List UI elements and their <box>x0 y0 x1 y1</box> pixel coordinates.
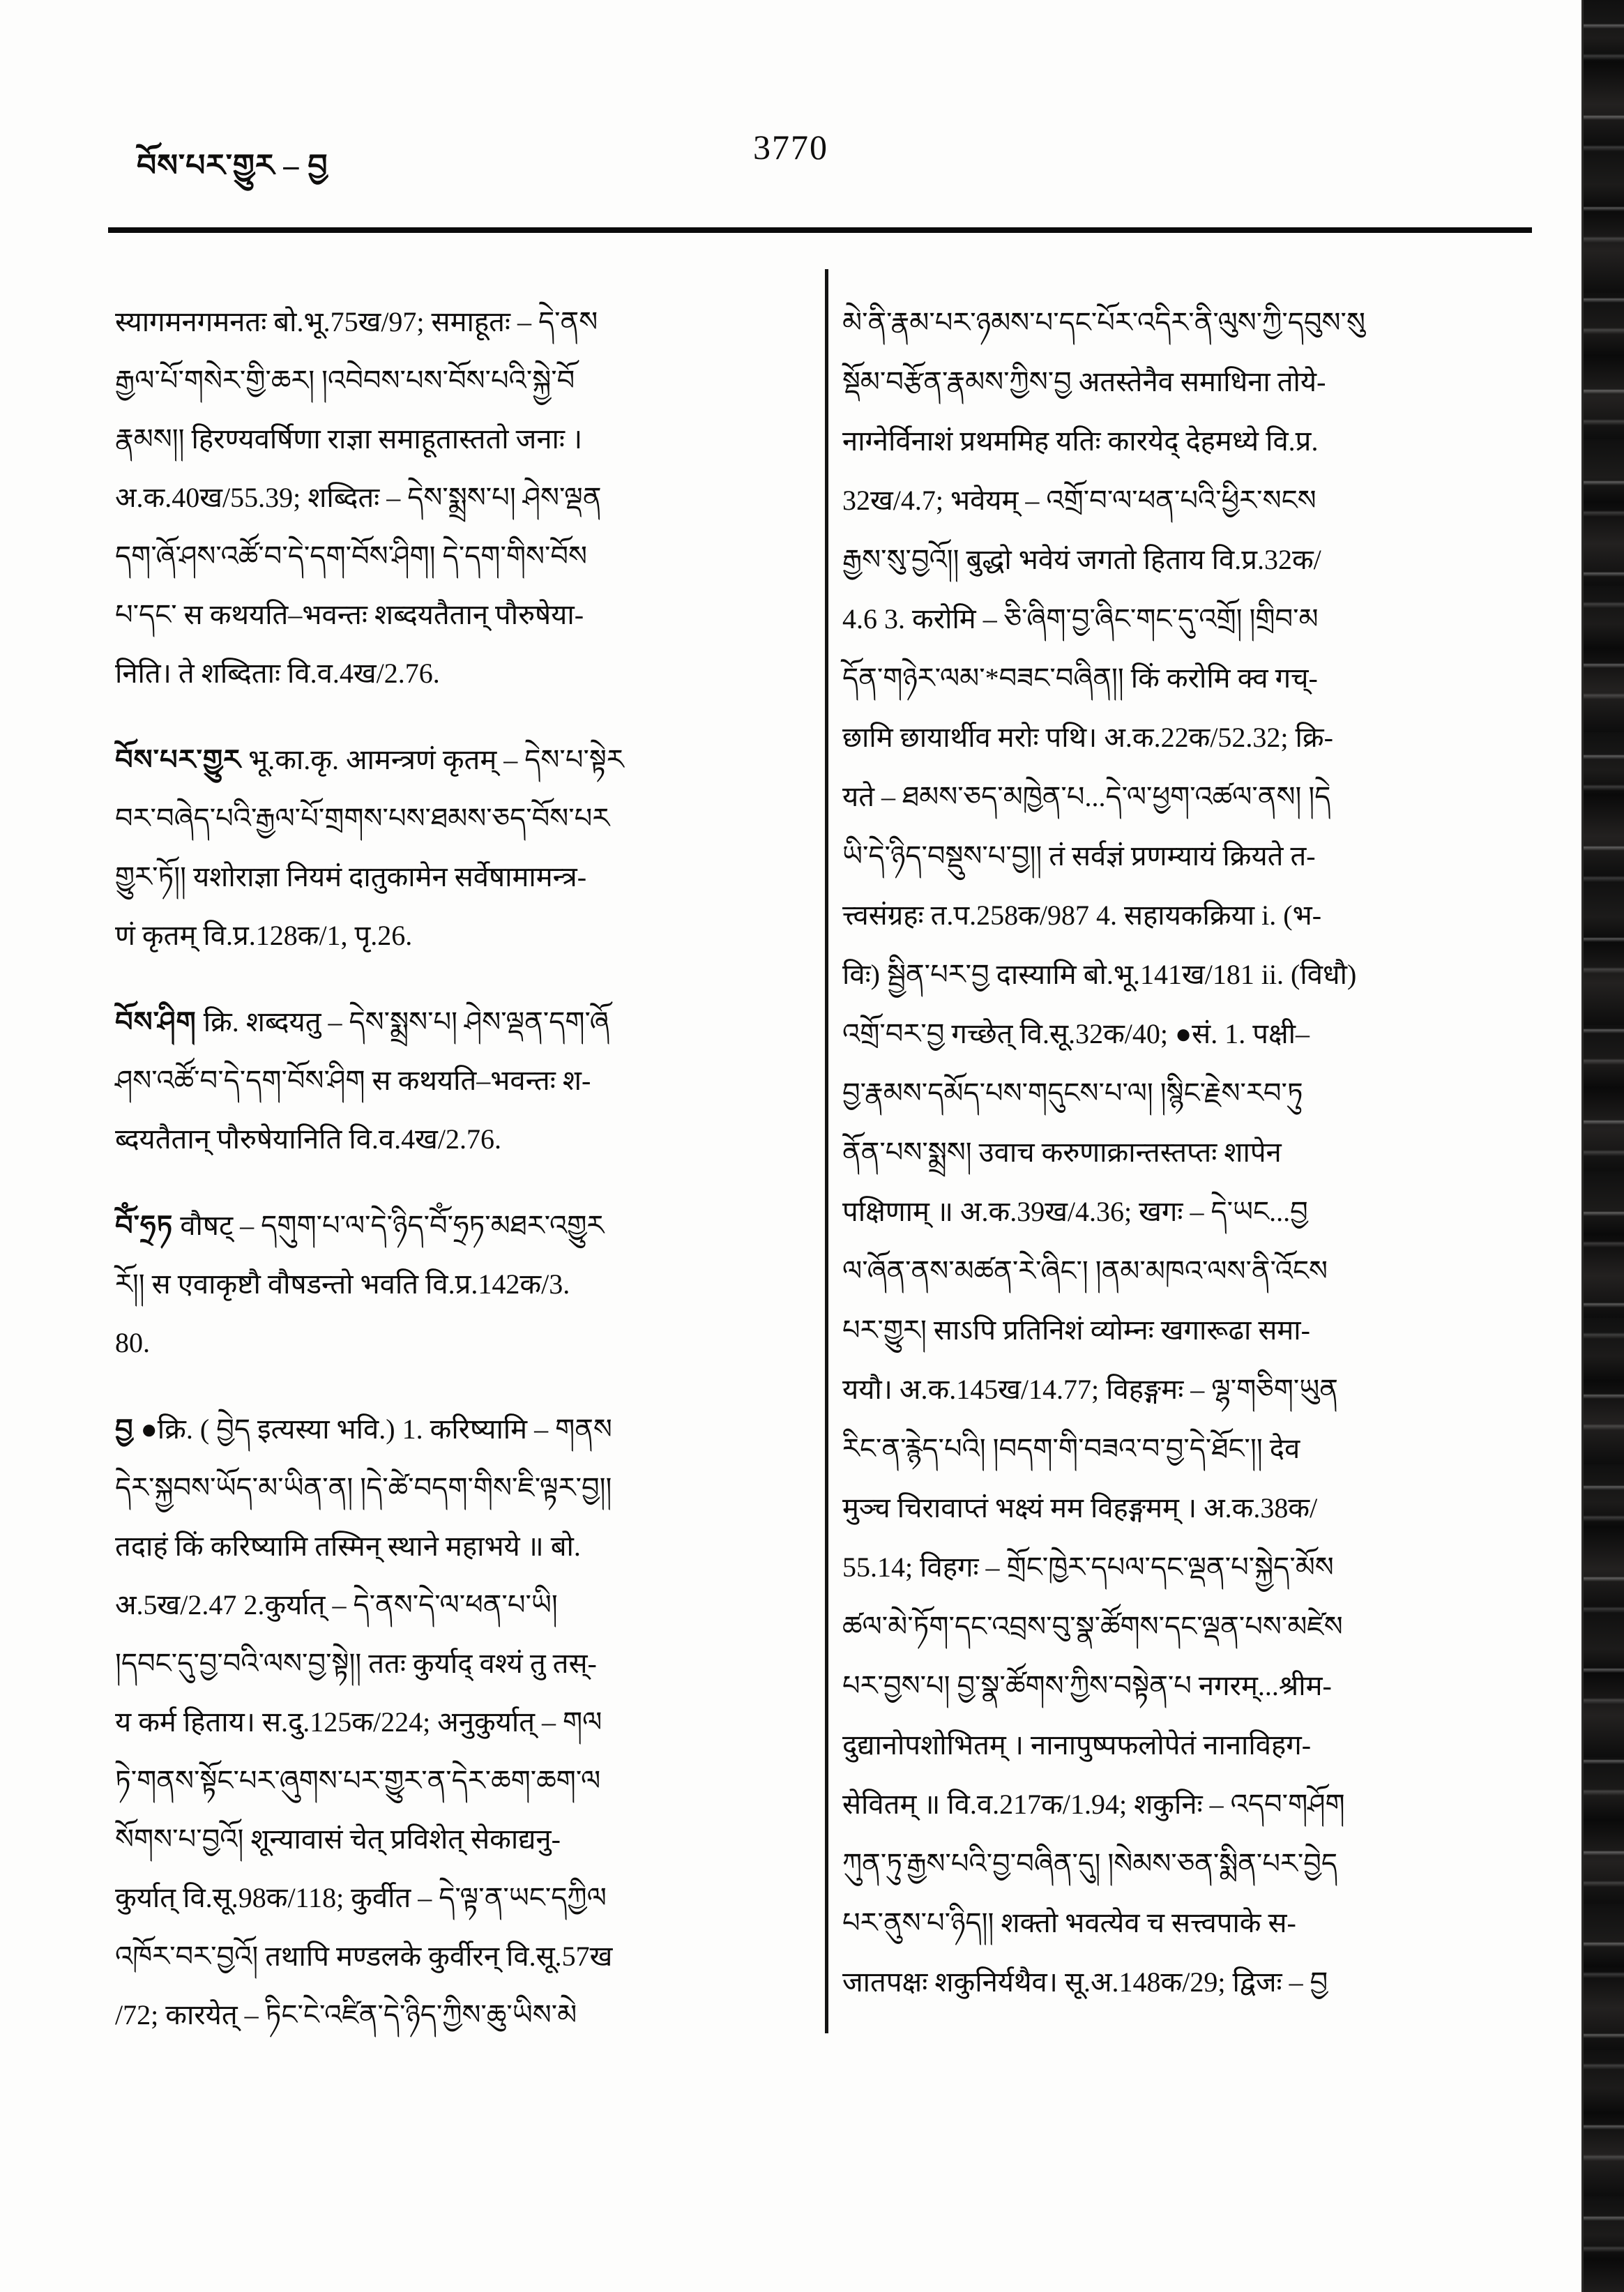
entry-headword-line <box>115 1197 795 1255</box>
text-line: स्यागमनगमनतः बो.भू.75ख/97; समाहूतः – དེ་ནས <box>115 306 598 337</box>
text-line: जातपक्षः शकुनिर्यथैव। सू.अ.148क/29; द्विजः – བྱ <box>842 1966 1328 1998</box>
text-line: སོགས་པ་བྱའོ། शून्यावासं चेत् प्रविशेत् सेकाद्यनु- <box>115 1823 561 1855</box>
text-line: तदाहं किं करिष्यामि तस्मिन् स्थाने महाभये ॥ बो. <box>115 1531 581 1562</box>
text-line: སྡོམ་བརྩོན་རྣམས་ཀྱིས་བྱ अतस्तेनैव समाधिना तोये- <box>842 366 1326 397</box>
text-line: कुर्यात् वि.सू.98क/118; कुर्वीत – དེ་ལྟ་ན་ཡང་དཀྱིལ <box>115 1882 607 1913</box>
dictionary-entry <box>115 1400 795 2044</box>
text-line: རྒྱལ་པོ་གསེར་གྱི་ཆར། །འབེབས་པས་བོས་པའི་སྐྱེ་བོ <box>115 365 575 396</box>
text-line: अ.क.40ख/55.39; शब्दितः – དེས་སྨྲས་པ། ཤེས་ལྡན <box>115 482 602 513</box>
entry-headword-line <box>115 1400 795 1459</box>
text-line: པར་གྱུར། साऽपि प्रतिनिशं व्योम्नः खगारूढा समा- <box>842 1314 1310 1346</box>
entry-headword: བོས་ཤིག <box>115 1006 197 1038</box>
text-line: དོན་གཉེར་ལམ་*བཟང་བཞིན།། किं करोमि क्व गच्- <box>842 662 1318 694</box>
text-line: མེ་ནི་རྣམ་པར་ཉམས་པ་དང་པོར་འདིར་ནི་ལུས་ཀྱི་དབུས་སུ <box>842 307 1365 338</box>
text-line: णं कृतम् वि.प्र.128क/1, पृ.26. <box>115 920 413 951</box>
entry-text: भू.का.कृ. आमन्त्रणं कृतम् – དེས་པ་སྟེར <box>241 744 624 775</box>
right-text-column <box>842 293 1536 2012</box>
entry-body <box>115 1255 795 1372</box>
text-line: པར་ནུས་པ་ཉིད།། शक्तो भवत्येव च सत्त्वपाके स- <box>842 1907 1296 1938</box>
entry-text: क्रि. शब्दयतु – དེས་སྨྲས་པ། ཤེས་ལྡན་དག་ཞོ <box>196 1006 609 1038</box>
text-line: ब्दयतैतान् पौरुषेयानिति वि.व.4ख/2.76. <box>115 1123 501 1155</box>
text-line: 4.6 3. करोमि – ཅི་ཞིག་བྱ་ཞིང་གང་དུ་འགྲོ། །གྲིབ་མ <box>842 603 1319 635</box>
entry-body <box>115 1459 795 2044</box>
text-line: ལ་ཞོན་ནས་མཚན་རེ་ཞིང་། །ནམ་མཁའ་ལས་ནི་འོངས <box>842 1255 1328 1287</box>
dictionary-entry <box>115 993 795 1169</box>
page-number: 3770 <box>753 128 828 167</box>
text-line: དག་ཞོ་ཤས་འཚོ་བ་དེ་དག་བོས་ཤིག། དེ་དག་གིས་བོས <box>115 540 588 572</box>
text-line: नाग्नेर्विनाशं प्रथममिह यतिः कारयेद् देहमध्ये वि.प्र. <box>842 425 1319 457</box>
text-line: རྒྱས་སུ་བྱའོ།། बुद्धो भवेयं जगतो हिताय वि.प्र.32क/ <box>842 544 1321 575</box>
text-line: དེར་སྐྱབས་ཡོད་མ་ཡིན་ན། །དེ་ཚེ་བདག་གིས་ཇི་ལྟར་བྱ།། <box>115 1472 612 1503</box>
text-line: རྣམས།། हिरण्यवर्षिणा राज्ञा समाहूतास्ततो जनाः । <box>115 423 583 455</box>
text-line: བྱ་རྣམས་དམོད་པས་གདུངས་པ་ལ། །སྙིང་རྗེས་རབ་ཏུ <box>842 1077 1303 1109</box>
text-line: །དབང་དུ་བྱ་བའི་ལས་བྱ་སྟེ།། ततः कुर्याद् वश्यं तु तस्- <box>115 1648 597 1679</box>
text-line: विः) སྦྱིན་པར་བྱ दास्यामि बो.भू.141ख/181 ii. (विधौ) <box>842 959 1357 990</box>
entry-text: ●क्रि. ( བྱེད इत्यस्या भवि.) 1. करिष्यामि – གནས <box>133 1413 612 1445</box>
text-line: གྱུར་ཏོ།། यशोराज्ञा नियमं दातुकामेन सर्वेषामामन्त्र- <box>115 861 587 893</box>
entry-headword: བོཾ་ཧྲཏ <box>115 1210 174 1241</box>
text-line: सेवितम् ॥ वि.व.217क/1.94; शकुनिः – འདབ་གཤོག <box>842 1789 1345 1820</box>
entry-headword-line <box>115 731 795 789</box>
text-line: त्त्वसंग्रहः त.प.258क/987 4. सहायकक्रिया i. (भ- <box>842 900 1322 931</box>
text-line: ཀུན་ཏུ་རྒྱས་པའི་བྱ་བཞིན་དུ། །སེམས་ཅན་སྨིན་པར་བྱེད <box>842 1848 1338 1879</box>
text-line: 80. <box>115 1327 150 1358</box>
text-line: ཏེ་གནས་སྟོང་པར་ཞུགས་པར་གྱུར་ན་དེར་ཆག་ཆག་ལ <box>115 1765 601 1796</box>
entry-text: वौषट् – དགུག་པ་ལ་དེ་ཉིད་བོཾ་ཧྲཏ་མཐར་འགྱུར <box>173 1210 605 1241</box>
entry-headword: བོས་པར་གྱུར <box>115 744 242 775</box>
entry-body <box>115 1052 795 1169</box>
entry-continuation-paragraph <box>115 293 795 703</box>
text-line: འགྲོ་བར་བྱ गच्छेत् वि.सू.32क/40; ●सं. 1. पक्षी– <box>842 1018 1310 1049</box>
dictionary-entry <box>115 731 795 965</box>
text-line: छामि छायार्थीव मरोः पथि। अ.क.22क/52.32; क्रि- <box>842 722 1333 753</box>
text-line: རིང་ན་རྙེད་པའི། །བདག་གི་བཟའ་བ་བྱ་དེ་ཐོང་།། देव <box>842 1433 1300 1464</box>
text-line: निति। ते शब्दिताः वि.व.4ख/2.76. <box>115 658 440 689</box>
text-line: मुञ्च चिरावाप्तं भक्ष्यं मम विहङ्गमम् । अ.क.38क/ <box>842 1492 1318 1524</box>
entry-headword-line <box>115 993 795 1052</box>
text-line: ཤས་འཚོ་བ་དེ་དག་བོས་ཤིག स कथयति–भवन्तः श- <box>115 1065 591 1096</box>
entry-headword: བྱ <box>115 1413 134 1445</box>
running-head: བོས་པར་གྱུར – བྱ <box>137 149 328 183</box>
text-line: ཚལ་མེ་ཏོག་དང་འབྲས་བུ་སྣ་ཚོགས་དང་ལྡན་པས་མཛེས <box>842 1611 1343 1642</box>
text-line: 55.14; विहगः – གྲོང་ཁྱེར་དཔལ་དང་ལྡན་པ་སྐྱེད་མོས <box>842 1551 1334 1583</box>
scan-binding-edge <box>1581 0 1624 2292</box>
left-text-column <box>115 293 795 2044</box>
text-line: 32ख/4.7; भवेयम् – འགྲོ་བ་ལ་ཕན་པའི་ཕྱིར་སངས <box>842 485 1316 516</box>
dictionary-entry <box>115 1197 795 1372</box>
entry-body <box>115 789 795 965</box>
text-line: यते – ཐམས་ཅད་མཁྱེན་པ...དེ་ལ་ཕྱག་འཚལ་ནས། །དེ <box>842 781 1331 812</box>
column-divider-rule <box>825 269 828 2033</box>
text-line: दुद्यानोपशोभितम् । नानापुष्पफलोपेतं नानाविहग- <box>842 1729 1312 1761</box>
text-line: ནོན་པས་སྨྲས། उवाच करुणाक्रान्तस्तप्तः शापेन <box>842 1137 1282 1168</box>
text-line: पक्षिणाम् ॥ अ.क.39ख/4.36; खगः – དེ་ཡང...བྱ <box>842 1196 1308 1227</box>
text-line: རོ།། स एवाकृष्टौ वौषडन्तो भवति वि.प्र.142क/3. <box>115 1268 570 1300</box>
text-line: य कर्म हिताय। स.दु.125क/224; अनुकुर्यात् – གལ <box>115 1706 602 1738</box>
text-line: པ་དང་ स कथयति–भवन्तः शब्दयतैतान् पौरुषेया- <box>115 599 584 630</box>
header-rule <box>108 227 1532 233</box>
text-line: བར་བཞེད་པའི་རྒྱལ་པོ་གྲགས་པས་ཐམས་ཅད་བོས་པར <box>115 803 610 834</box>
text-line: ཡི་དེ་ཉིད་བསྡུས་པ་བྱ།། तं सर्वज्ञं प्रणम्यायं क्रियते त- <box>842 840 1316 872</box>
text-line: /72; कारयेत् – ཏིང་ངེ་འཛིན་དེ་ཉིད་ཀྱིས་ཆུ་ཡིས་མེ <box>115 1999 577 2031</box>
text-line: པར་བྱས་པ། བྱ་སྣ་ཚོགས་ཀྱིས་བསྟེན་པ नगरम्...श्रीम- <box>842 1670 1332 1701</box>
text-line: ययौ। अ.क.145ख/14.77; विहङ्गमः – ལྷ་གཅིག་ཡུན <box>842 1374 1338 1405</box>
text-line: अ.5ख/2.47 2.कुर्यात् – དེ་ནས་དེ་ལ་ཕན་པ་ཡི། <box>115 1589 558 1621</box>
text-line: འཁོར་བར་བྱའོ། तथापि मण्डलके कुर्वीरन् वि.सू.57ख <box>115 1941 613 1972</box>
